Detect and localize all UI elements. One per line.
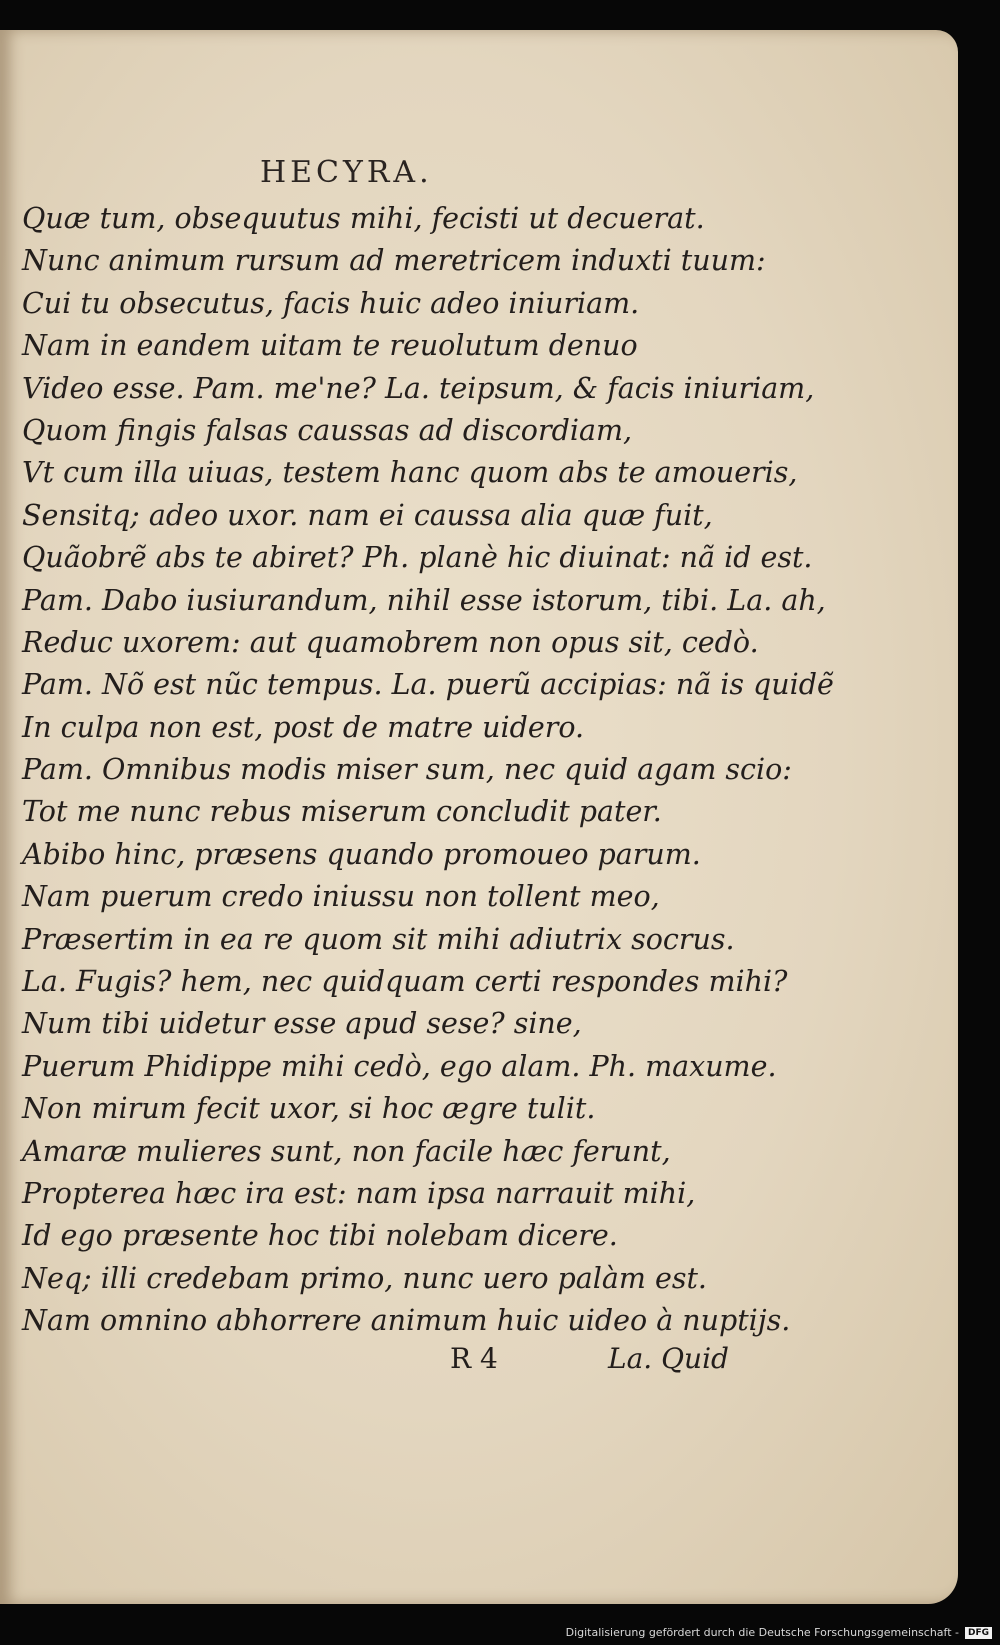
verse-line: Pam. Omnibus modis miser sum, nec quid agam scio: — [22, 753, 792, 787]
signature-mark: R 4 — [450, 1342, 498, 1375]
book-page — [0, 30, 958, 1604]
verse-line: Sensitq; adeo uxor. nam ei caussa alia quæ fuit, — [22, 498, 713, 532]
verse-line: Propterea hæc ira est: nam ipsa narrauit mihi, — [22, 1176, 696, 1210]
verse-line: Neq; illi credebam primo, nunc uero palàm est. — [22, 1261, 707, 1295]
dfg-logo: DFG — [965, 1627, 992, 1639]
verse-line: Non mirum fecit uxor, si hoc ægre tulit. — [22, 1092, 596, 1126]
verse-line: Quom fingis falsas caussas ad discordiam, — [22, 413, 633, 447]
verse-line: Præsertim in ea re quom sit mihi adiutrix socrus. — [22, 922, 735, 956]
verse-line: Pam. Nõ est nũc tempus. La. puerũ accipias: nã is quidẽ — [22, 668, 834, 702]
verse-line: Num tibi uidetur esse apud sese? sine, — [22, 1007, 582, 1041]
verse-line: Abibo hinc, præsens quando promoueo parum. — [22, 837, 701, 871]
footer-text: Digitalisierung gefördert durch die Deutsche Forschungsgemeinschaft - — [565, 1626, 959, 1639]
verse-line: Nunc animum rursum ad meretricem induxti tuum: — [22, 244, 766, 278]
verse-lines — [22, 198, 834, 1343]
verse-line: Cui tu obsecutus, facis huic adeo iniuriam. — [22, 286, 640, 320]
verse-line: Video esse. Pam. me'ne? La. teipsum, & facis iniuriam, — [22, 371, 815, 405]
verse-line: In culpa non est, post de matre uidero. — [22, 710, 585, 744]
verse-line: Nam omnino abhorrere animum huic uideo à nuptijs. — [22, 1304, 791, 1338]
verse-line: Quãobrẽ abs te abiret? Ph. planè hic diuinat: nã id est. — [22, 541, 813, 575]
digitization-footer — [566, 1626, 992, 1639]
verse-line: La. Fugis? hem, nec quidquam certi respondes mihi? — [22, 965, 788, 999]
verse-line: Nam in eandem uitam te reuolutum denuo — [22, 329, 638, 363]
running-head: HECYRA. — [260, 155, 433, 190]
verse-line: Quæ tum, obsequutus mihi, fecisti ut decuerat. — [22, 202, 705, 235]
verse-line: Reduc uxorem: aut quamobrem non opus sit, cedò. — [22, 625, 759, 659]
catchword: La. Quid — [608, 1342, 729, 1375]
verse-line: Vt cum illa uiuas, testem hanc quom abs te amoueris, — [22, 456, 798, 490]
verse-line: Puerum Phidippe mihi cedò, ego alam. Ph. maxume. — [22, 1049, 777, 1083]
verse-line: Pam. Dabo iusiurandum, nihil esse istorum, tibi. La. ah, — [22, 583, 826, 617]
verse-line: Nam puerum credo iniussu non tollent meo, — [22, 880, 660, 914]
verse-line: Amaræ mulieres sunt, non facile hæc ferunt, — [22, 1134, 671, 1168]
verse-line: Tot me nunc rebus miserum concludit pater. — [22, 795, 662, 829]
verse-line: Id ego præsente hoc tibi nolebam dicere. — [22, 1219, 618, 1253]
